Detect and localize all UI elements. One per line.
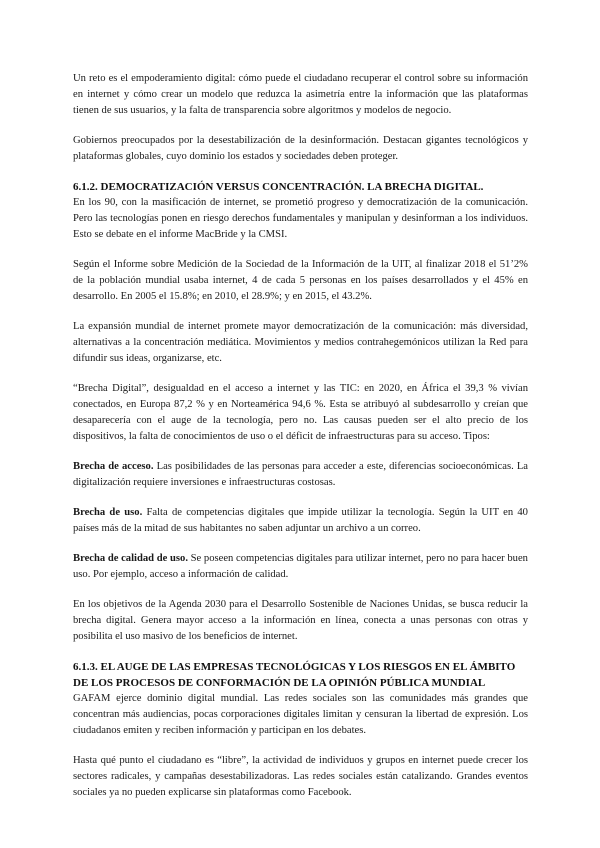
section-heading-democratization: 6.1.2. DEMOCRATIZACIÓN VERSUS CONCENTRACIÓN. LA BRECHA DIGITAL. bbox=[73, 181, 484, 193]
paragraph-agenda-2030: En los objetivos de la Agenda 2030 para el Desarrollo Sostenible de Naciones Unidas, se busca reducir la brecha digital. Genera mayor acceso a la información en línea, conecta a unas personas con otras y posibilita el uso masivo de los beneficios de internet. bbox=[73, 599, 528, 642]
term-usage-gap: Brecha de uso. bbox=[73, 507, 143, 518]
paragraph-expansion: La expansión mundial de internet promete mayor democratización de la comunicación: más diversidad, alternativas a la concentración mediática. Movimientos y medios contrahegemónicos utilizan la Red para difundir sus ideas, organizarse, etc. bbox=[73, 321, 528, 364]
document-page bbox=[73, 71, 528, 815]
paragraph-access-gap bbox=[73, 459, 528, 491]
section-heading-tech-companies: 6.1.3. EL AUGE DE LAS EMPRESAS TECNOLÓGICAS Y LOS RIESGOS EN EL ÁMBITO DE LOS PROCESOS DE CONFORMACIÓN DE LA OPINIÓN PÚBLICA MUNDIAL bbox=[73, 661, 516, 689]
usage-gap-text: Falta de competencias digitales que impide utilizar la tecnología. Según la UIT en 40 países más de la mitad de sus habitantes no saben adjuntar un archivo a un correo. bbox=[73, 507, 528, 534]
term-quality-gap: Brecha de calidad de uso. bbox=[73, 553, 188, 564]
paragraph-gafam: GAFAM ejerce dominio digital mundial. Las redes sociales son las comunidades más grandes que concentran más audiencias, pocas corporaciones digitales limitan y censuran la libertad de expresión. Los ciudadanos emiten y reciben información y participan en los debates. bbox=[73, 693, 528, 736]
paragraph-digital-gap: “Brecha Digital”, desigualdad en el acceso a internet y las TIC: en 2020, en África el 39,3 % vivían conectados, en Europa 87,2 % y en Norteamérica 94,6 %. Esta se atribuyó al subdesarrollo y creían que desaparecería con el auge de la tecnología, pero no. Las causas pueden ser el alto precio de los dispositivos, la falta de conocimientos de uso o el déficit de infraestructuras para su acceso. Tipos: bbox=[73, 383, 528, 442]
paragraph-governments: Gobiernos preocupados por la desestabilización de la desinformación. Destacan gigantes tecnológicos y plataformas globales, cuyo dominio los estados y sociedades deben proteger. bbox=[73, 135, 528, 162]
quality-gap-text: Se poseen competencias digitales para utilizar internet, pero no para hacer buen uso. Por ejemplo, acceso a información de calidad. bbox=[73, 553, 528, 580]
term-access-gap: Brecha de acceso. bbox=[73, 461, 154, 472]
access-gap-text: Las posibilidades de las personas para acceder a este, diferencias socioeconómicas. La digitalización requiere inversiones e infraestructuras costosas. bbox=[73, 461, 529, 488]
paragraph-digital-empowerment: Un reto es el empoderamiento digital: cómo puede el ciudadano recuperar el control sobre su información en internet y cómo crear un modelo que reduzca la asimetría entre la información que las plataformas tienen de sus usuarios, y la falta de transparencia sobre algoritmos y modelos de negocio. bbox=[73, 73, 528, 116]
paragraph-uit-report: Según el Informe sobre Medición de la Sociedad de la Información de la UIT, al finalizar 2018 el 51’2% de la población mundial usaba internet, 4 de cada 5 personas en los países desarrollados y el 45% en desarrollo. En 2005 el 15.8%; en 2010, el 28.9%; y en 2015, el 43.2%. bbox=[73, 259, 528, 302]
paragraph-usage-gap bbox=[73, 505, 528, 537]
paragraph-quality-gap bbox=[73, 551, 528, 583]
paragraph-citizen-freedom: Hasta qué punto el ciudadano es “libre”, la actividad de individuos y grupos en internet puede crecer los sectores radicales, y campañas desestabilizadoras. Las redes sociales están catalizando. Grandes eventos sociales ya no pueden explicarse sin plataformas como Facebook. bbox=[73, 755, 528, 798]
paragraph-nineties: En los 90, con la masificación de internet, se prometió progreso y democratización de la comunicación. Pero las tecnologías ponen en riesgo derechos fundamentales y manipulan y desinforman a los individuos. Esto se debate en el informe MacBride y la CMSI. bbox=[73, 197, 528, 240]
